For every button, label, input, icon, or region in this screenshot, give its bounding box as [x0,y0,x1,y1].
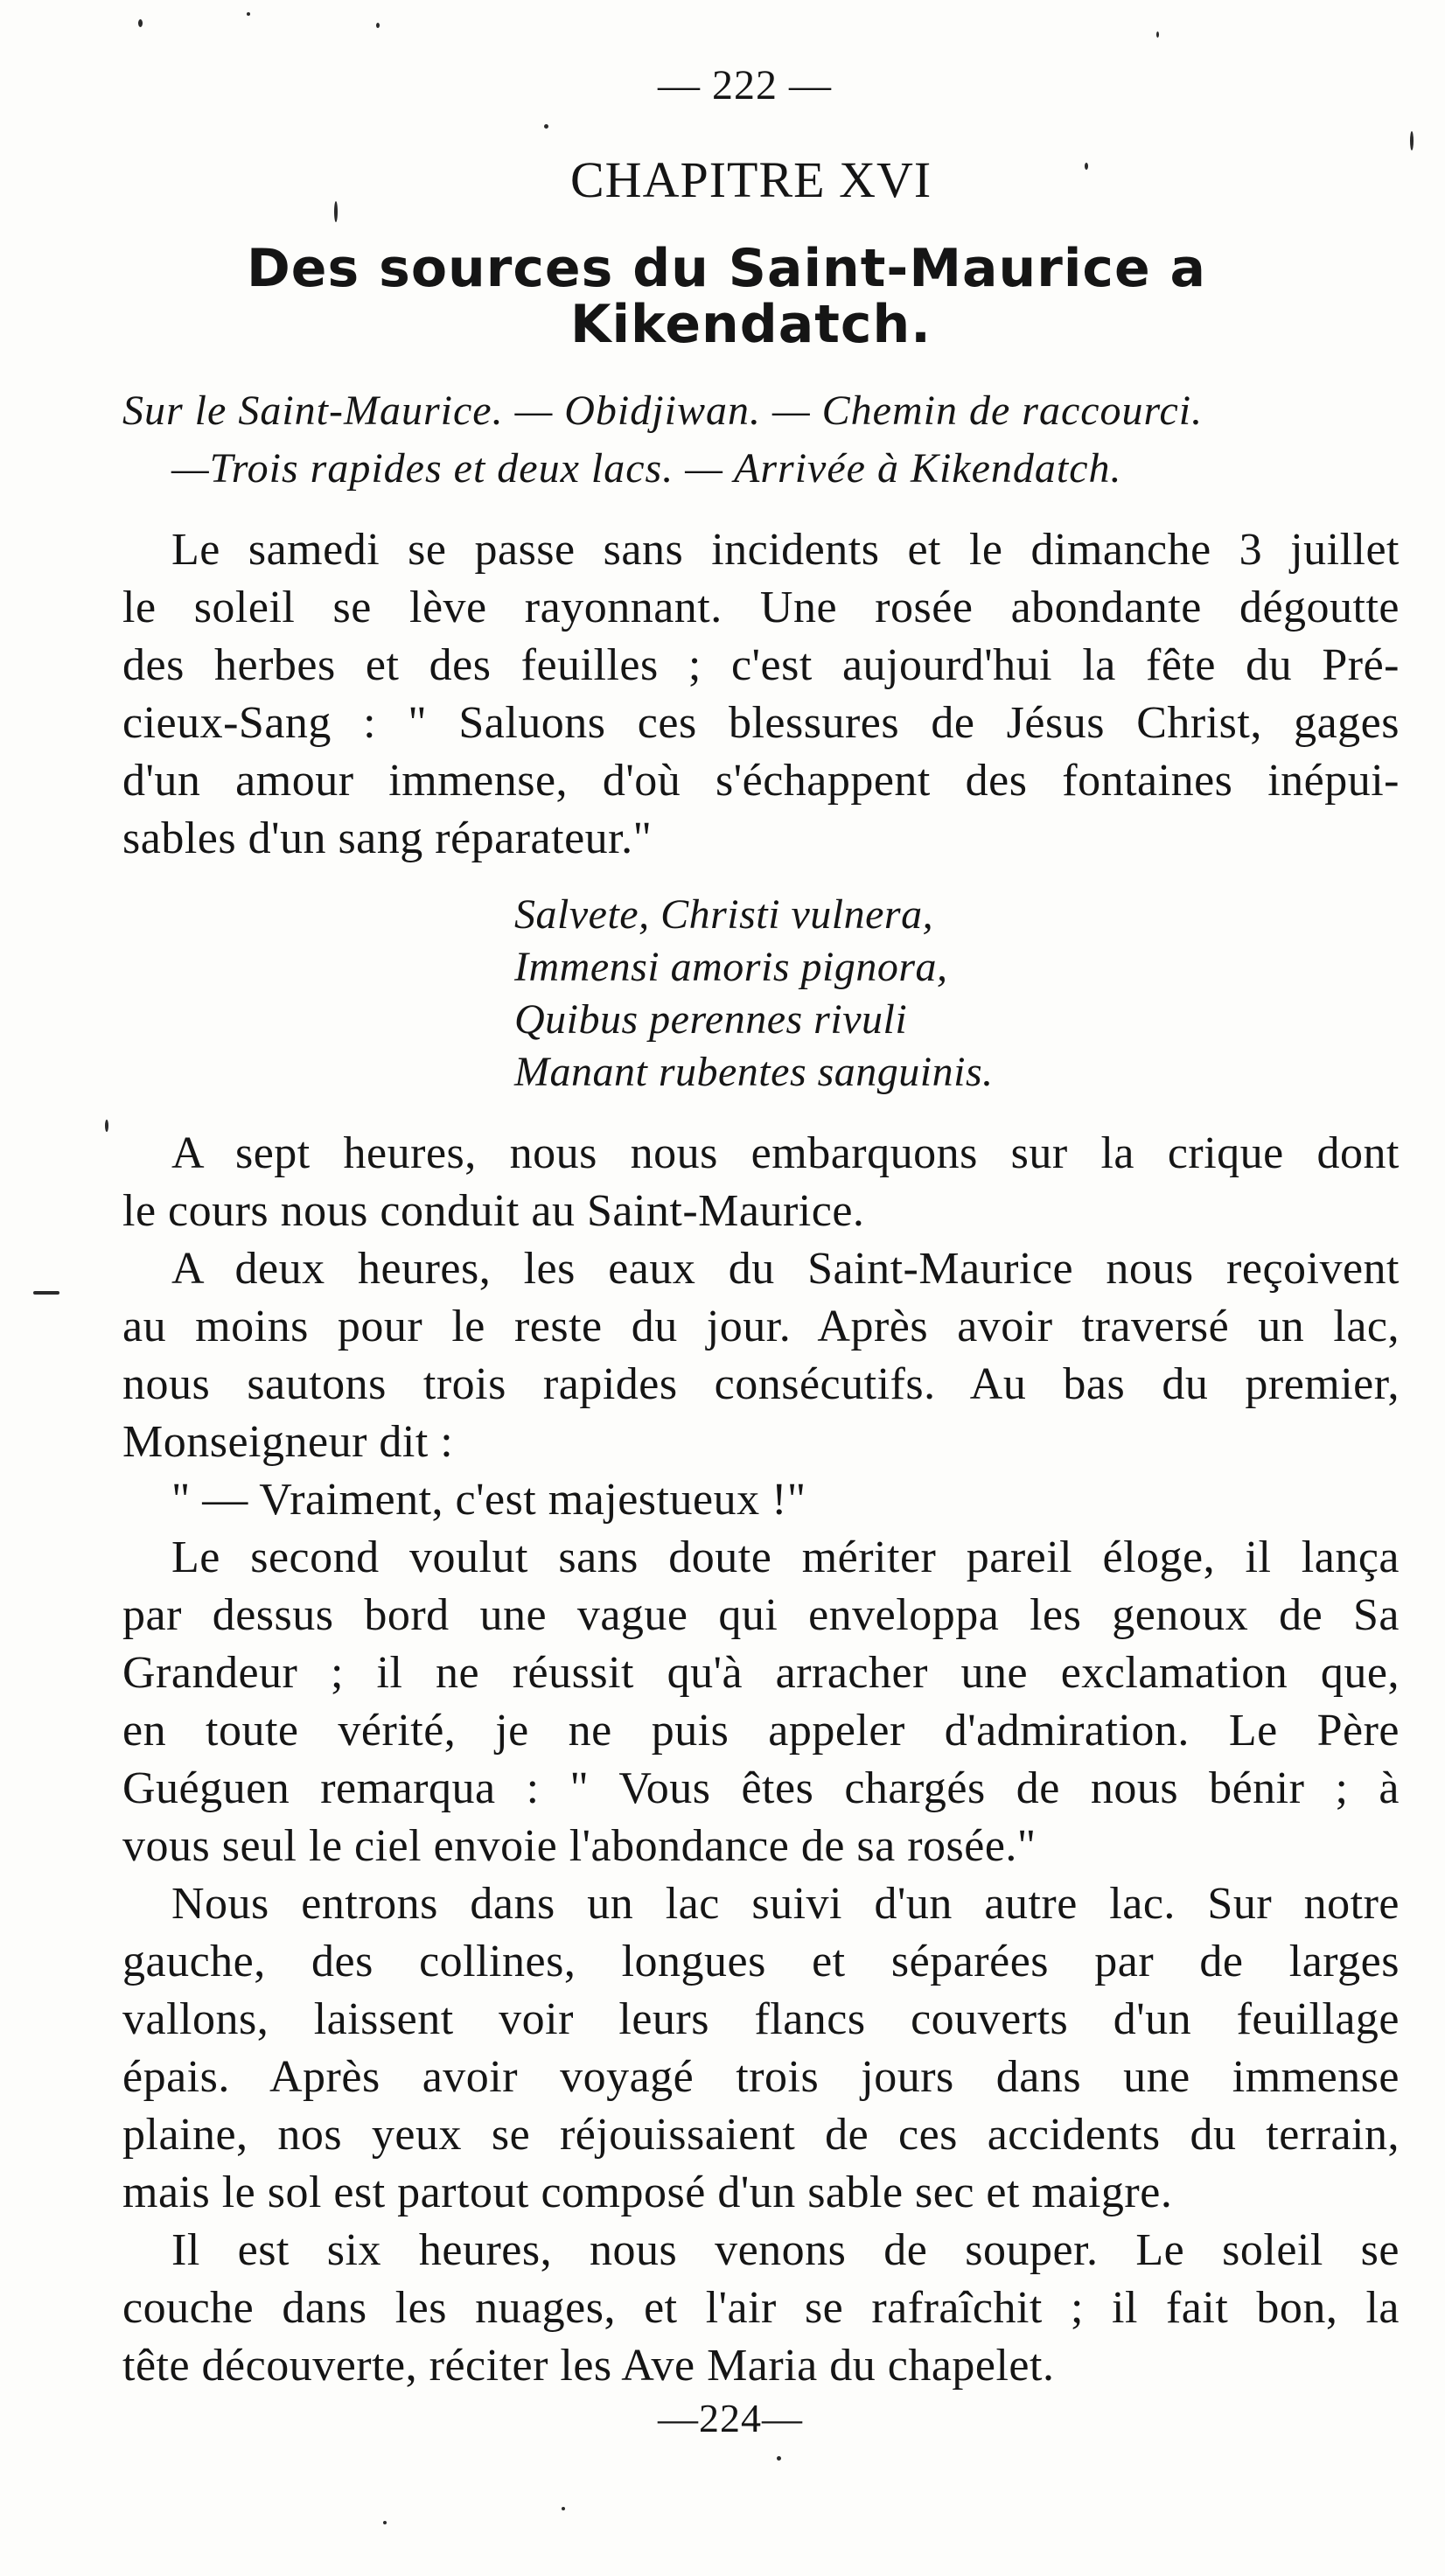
chapter-summary-line-2: —Trois rapides et deux lacs. — Arrivée à Kikendatch. [171,445,1122,492]
verse-line: Immensi amoris pignora, [514,944,948,990]
paragraph-1-line: le soleil se lève rayonnant. Une rosée abondante dégoutte [122,583,1400,632]
ink-speck [138,19,143,27]
paragraph-1-line: des herbes et des feuilles ; c'est aujourd'hui la fête du Pré- [122,640,1400,690]
verse-line: Manant rubentes sanguinis. [514,1049,994,1095]
paragraph-2-line: le cours nous conduit au Saint-Maurice. [122,1186,865,1236]
paragraph-4-line: Grandeur ; il ne réussit qu'à arracher une exclamation que, [122,1648,1400,1698]
ink-speck [33,1291,59,1295]
ink-speck [1156,31,1159,38]
paragraph-5-line: gauche, des collines, longues et séparées par de larges [122,1937,1400,1986]
paragraph-5-line: mais le sol est partout composé d'un sable sec et maigre. [122,2168,1173,2217]
paragraph-3-line: au moins pour le reste du jour. Après avoir traversé un lac, [122,1302,1400,1351]
ink-speck [1085,163,1088,170]
paragraph-4-line: Le second voulut sans doute mériter pareil éloge, il lança [171,1532,1400,1582]
ink-speck [247,12,250,16]
paragraph-5-line: Nous entrons dans un lac suivi d'un autre lac. Sur notre [171,1879,1400,1929]
ink-speck [376,23,380,28]
verse-line: Salvete, Christi vulnera, [514,891,934,938]
paragraph-3-line: nous sautons trois rapides consécutifs. Au bas du premier, [122,1359,1400,1409]
paragraph-6-line: couche dans les nuages, et l'air se rafraîchit ; il fait bon, la [122,2283,1400,2333]
page-number: — 222 — [658,62,832,108]
paragraph-4-line: vous seul le ciel envoie l'abondance de sa rosée." [122,1821,1037,1871]
chapter-title-line-2: Kikendatch. [570,294,932,355]
verse-line: Quibus perennes rivuli [514,996,908,1043]
paragraph-5-line: épais. Après avoir voyagé trois jours dans une immense [122,2052,1400,2102]
chapter-heading: CHAPITRE XVI [570,151,932,208]
paragraph-4-line: en toute vérité, je ne puis appeler d'admiration. Le Père [122,1706,1400,1756]
ink-speck [544,124,548,129]
paragraph-4-line: par dessus bord une vague qui enveloppa les genoux de Sa [122,1590,1400,1640]
paragraph-5-line: plaine, nos yeux se réjouissaient de ces accidents du terrain, [122,2110,1400,2160]
paragraph-1-line: d'un amour immense, d'où s'échappent des fontaines inépui- [122,756,1400,806]
ink-speck [777,2456,781,2461]
paragraph-6-line: Il est six heures, nous venons de souper. Le soleil se [171,2225,1400,2275]
paragraph-5-line: vallons, laissent voir leurs flancs couverts d'un feuillage [122,1994,1400,2044]
paragraph-4-line: Guéguen remarqua : " Vous êtes chargés de nous bénir ; à [122,1763,1400,1813]
paragraph-3-line: Monseigneur dit : [122,1417,454,1467]
paragraph-6-line: tête découverte, réciter les Ave Maria du chapelet. [122,2341,1055,2391]
ink-speck [1410,131,1414,150]
ink-speck [562,2507,565,2510]
footer-page-number: —224— [658,2396,803,2440]
chapter-summary-line-1: Sur le Saint-Maurice. — Obidjiwan. — Chemin de raccourci. [122,387,1204,434]
paragraph-3-line: A deux heures, les eaux du Saint-Maurice nous reçoivent [171,1244,1400,1294]
paragraph-1-line: cieux-Sang : " Saluons ces blessures de Jésus Christ, gages [122,698,1400,748]
ink-speck [383,2521,387,2524]
paragraph-1-line: sables d'un sang réparateur." [122,813,653,863]
quotation-line: " — Vraiment, c'est majestueux !" [171,1475,806,1525]
paragraph-2-line: A sept heures, nous nous embarquons sur la crique dont [171,1128,1400,1178]
chapter-title-line-1: Des sources du Saint-Maurice a [247,238,1207,299]
ink-speck [334,201,338,222]
ink-speck [105,1120,108,1132]
paragraph-1-line: Le samedi se passe sans incidents et le dimanche 3 juillet [171,525,1400,575]
